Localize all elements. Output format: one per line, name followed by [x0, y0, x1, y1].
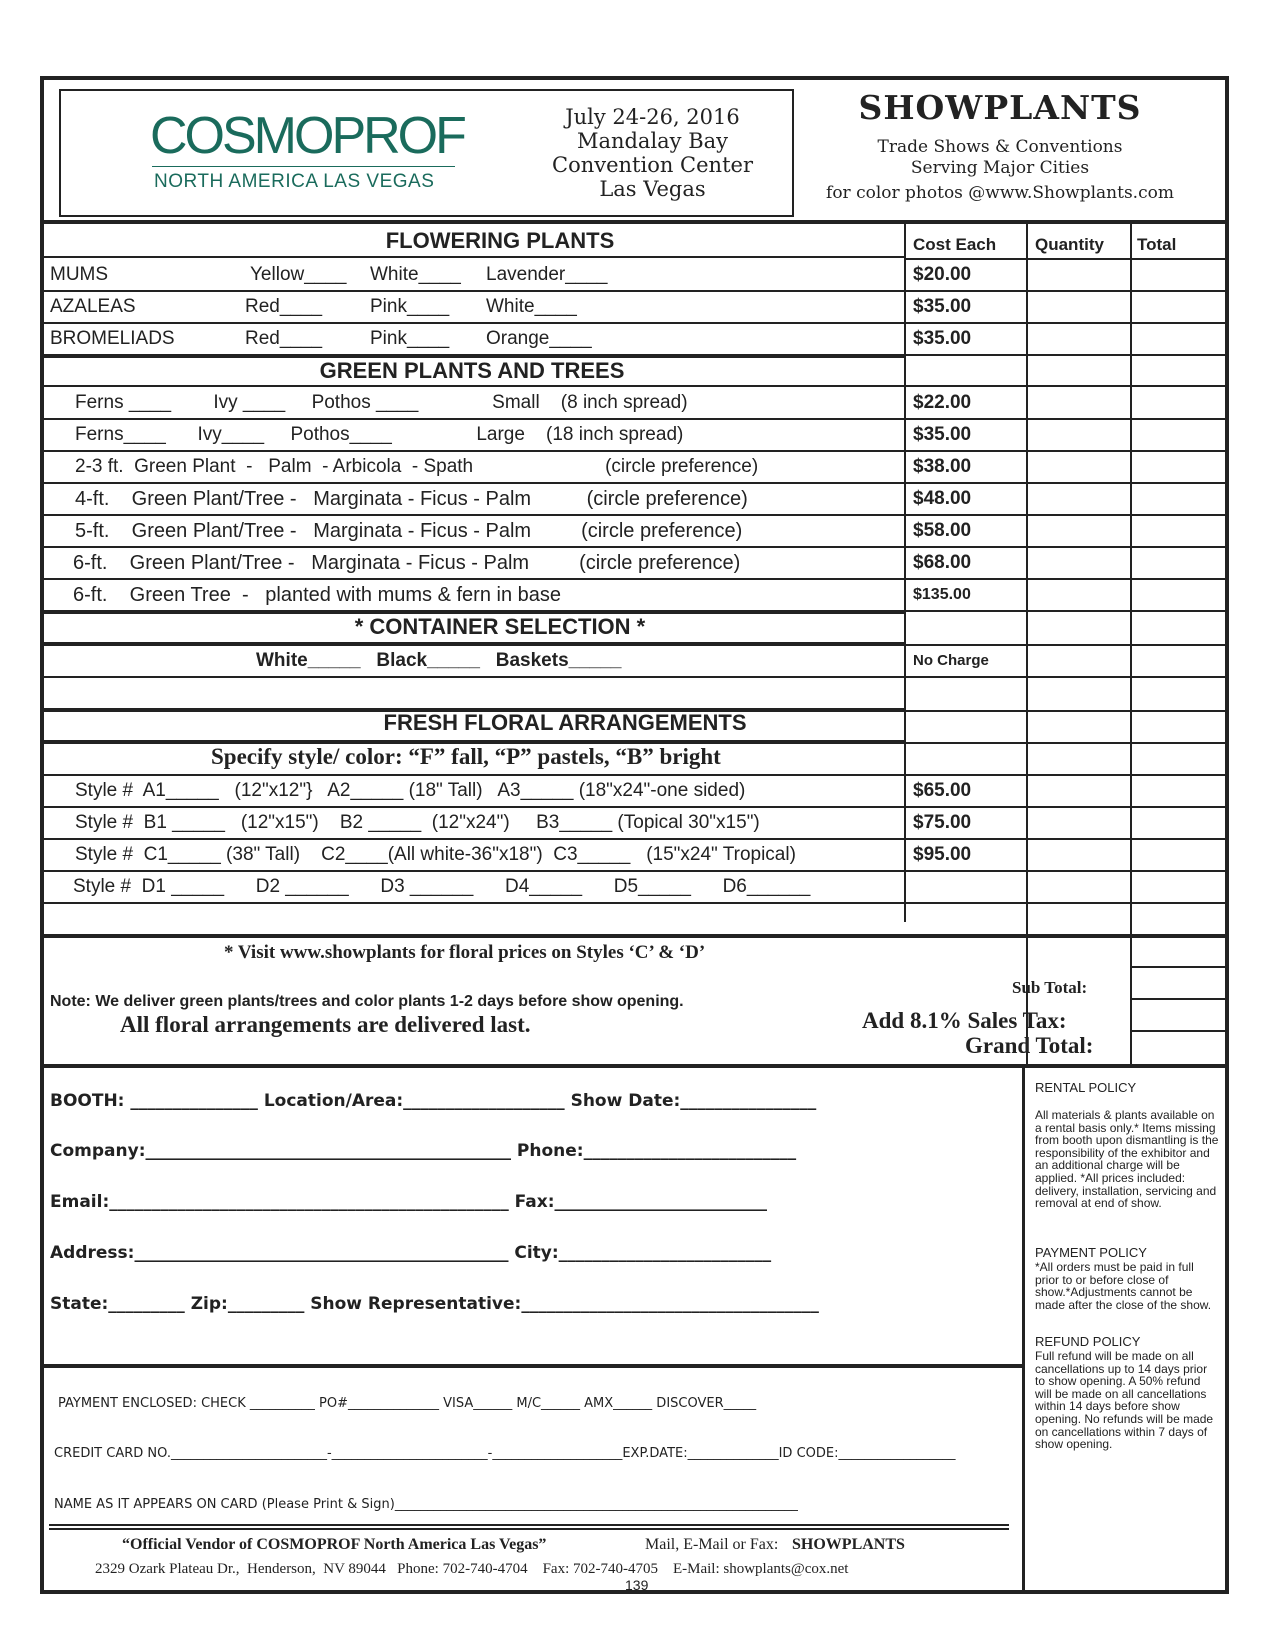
floral-row-b[interactable]: Style # B1 _____ (12"x15") B2 _____ (12"x24") B3_____ (Topical 30"x15") [75, 812, 760, 833]
azaleas-color-white[interactable]: White____ [486, 296, 577, 317]
payment-enclosed-line[interactable]: PAYMENT ENCLOSED: CHECK __________ PO#______________ VISA______ M/C______ AMX______ DISCOVER_____ [58, 1396, 757, 1411]
price-bromeliads: $35.00 [913, 328, 972, 349]
credit-card-line[interactable]: CREDIT CARD NO.________________________-________________________-____________________EXP.DATE:______________ID CODE:__________________ [54, 1446, 956, 1461]
cosmoprof-logo: COSMOPROF [150, 107, 464, 165]
logo-rule [152, 166, 455, 167]
col-header-quantity: Quantity [1035, 235, 1104, 254]
row-line [1130, 998, 1227, 1000]
row-line [40, 902, 1227, 904]
floral-row-d[interactable]: Style # D1 _____ D2 ______ D3 ______ D4_____ D5_____ D6______ [73, 876, 811, 897]
green-row-large[interactable]: Ferns____ Ivy____ Pothos____ Large (18 inch spread) [75, 424, 684, 445]
green-row-5ft[interactable]: 5-ft. Green Plant/Tree - Marginata - Ficus - Palm (circle preference) [75, 520, 743, 542]
event-dates: July 24-26, 2016 [565, 105, 740, 129]
green-row-6ft-tree[interactable]: 6-ft. Green Tree - planted with mums & fern in base [73, 584, 561, 606]
row-line [40, 934, 1229, 938]
totals-divider [40, 1064, 1229, 1068]
col-divider-cost [904, 222, 906, 922]
item-mums: MUMS [50, 264, 109, 285]
state-line[interactable]: State:_________ Zip:_________ Show Representative:___________________________________ [50, 1294, 819, 1314]
flowering-plants-title: FLOWERING PLANTS [385, 228, 615, 253]
footer-divider [49, 1524, 1009, 1526]
bromeliads-color-pink[interactable]: Pink____ [370, 328, 450, 349]
row-line [904, 742, 1227, 744]
azaleas-color-red[interactable]: Red____ [245, 296, 323, 317]
row-line [40, 482, 1227, 484]
row-line [40, 870, 1227, 872]
price-green-4ft: $48.00 [913, 488, 972, 509]
payment-policy-title: PAYMENT POLICY [1035, 1245, 1147, 1260]
visit-note: * Visit www.showplants for floral prices on Styles ‘C’ & ‘D’ [224, 942, 706, 963]
company-line[interactable]: Company:___________________________________________ Phone:_________________________ [50, 1141, 797, 1161]
showplants-title: SHOWPLANTS [858, 88, 1142, 127]
page-number: 139 [625, 1577, 649, 1593]
price-floral-b: $75.00 [913, 812, 972, 833]
subtotal-label: Sub Total: [1012, 978, 1088, 997]
row-line [40, 642, 904, 646]
mums-color-white[interactable]: White____ [370, 264, 461, 285]
mums-color-lavender[interactable]: Lavender____ [486, 264, 608, 285]
card-name-line[interactable]: NAME AS IT APPEARS ON CARD (Please Print & Sign)______________________________________________________________ [54, 1497, 798, 1512]
vendor-tagline: Trade Shows & Conventions [877, 137, 1123, 157]
row-line [904, 354, 1227, 356]
booth-line[interactable]: BOOTH: _______________ Location/Area:___________________ Show Date:________________ [50, 1091, 817, 1111]
row-line [40, 322, 1227, 324]
green-row-6ft[interactable]: 6-ft. Green Plant/Tree - Marginata - Ficus - Palm (circle preference) [73, 552, 741, 574]
row-line [40, 774, 1227, 776]
container-options[interactable]: White_____ Black_____ Baskets_____ [256, 650, 622, 671]
official-vendor: “Official Vendor of COSMOPROF North America Las Vegas” [122, 1536, 547, 1553]
footer-divider-2 [49, 1528, 1009, 1530]
row-line [904, 644, 1227, 646]
floral-delivery-note: All floral arrangements are delivered last. [120, 1012, 531, 1037]
row-line [1130, 1030, 1227, 1032]
price-green-small: $22.00 [913, 392, 972, 413]
section-underline [40, 256, 904, 258]
item-azaleas: AZALEAS [50, 296, 136, 317]
row-line [40, 418, 1227, 420]
bromeliads-color-red[interactable]: Red____ [245, 328, 323, 349]
mums-color-yellow[interactable]: Yellow____ [250, 264, 347, 285]
green-row-4ft[interactable]: 4-ft. Green Plant/Tree - Marginata - Ficus - Palm (circle preference) [75, 488, 748, 510]
mail-label: Mail, E-Mail or Fax: [645, 1536, 779, 1553]
price-green-2-3ft: $38.00 [913, 456, 972, 477]
row-line [40, 578, 1227, 580]
email-line[interactable]: Email:_______________________________________________ Fax:_________________________ [50, 1192, 768, 1212]
row-line [40, 838, 1227, 840]
delivery-note: Note: We deliver green plants/trees and color plants 1-2 days before show opening. [50, 993, 684, 1010]
container-selection-title: * CONTAINER SELECTION * [354, 614, 646, 639]
row-line [40, 385, 1227, 387]
cosmoprof-logo-subtitle: NORTH AMERICA LAS VEGAS [154, 171, 435, 192]
price-green-6ft: $68.00 [913, 552, 972, 573]
price-green-5ft: $58.00 [913, 520, 972, 541]
rental-policy-text: All materials & plants available on a rental basis only.* Items missing from booth upon dismantling is the responsibility of the exhibitor and an additional charge will be applied. *All prices included: delivery, installation, servicing and removal at end of show. [1035, 1108, 1219, 1211]
contact-info: 2329 Ozark Plateau Dr., Henderson, NV 89044 Phone: 702-740-4704 Fax: 702-740-4705 E-Mail: showplants@cox.net [95, 1561, 849, 1577]
row-line [40, 806, 1227, 808]
green-row-2-3ft[interactable]: 2-3 ft. Green Plant - Palm - Arbicola - Spath (circle preference) [75, 456, 759, 477]
header-divider [40, 220, 1229, 224]
event-venue: Mandalay Bay [576, 129, 729, 153]
row-line [904, 610, 1227, 612]
col-header-total: Total [1137, 235, 1177, 254]
azaleas-color-pink[interactable]: Pink____ [370, 296, 450, 317]
floral-row-c[interactable]: Style # C1_____ (38" Tall) C2____(All white-36"x18") C3_____ (15"x24" Tropical) [75, 844, 796, 865]
floral-row-a[interactable]: Style # A1_____ (12"x12"} A2_____ (18" Tall) A3_____ (18"x24"-one sided) [75, 780, 746, 801]
event-city: Las Vegas [599, 177, 706, 201]
price-floral-a: $65.00 [913, 780, 972, 801]
grand-total-label: Grand Total: [965, 1033, 1094, 1058]
row-line [40, 450, 1227, 452]
floral-subtitle: Specify style/ color: “F” fall, “P” pastels, “B” bright [211, 744, 721, 769]
mail-name: SHOWPLANTS [792, 1536, 905, 1553]
price-floral-c: $95.00 [913, 844, 972, 865]
row-line [40, 514, 1227, 516]
price-mums: $20.00 [913, 264, 972, 285]
refund-policy-title: REFUND POLICY [1035, 1334, 1141, 1349]
event-center: Convention Center [552, 153, 753, 177]
green-plants-title: GREEN PLANTS AND TREES [319, 358, 625, 383]
row-line [904, 258, 1227, 260]
price-green-6ft-tree: $135.00 [913, 586, 971, 603]
container-price: No Charge [913, 652, 989, 669]
row-line [40, 290, 1227, 292]
vendor-website: for color photos @www.Showplants.com [826, 183, 1174, 203]
col-header-cost: Cost Each [913, 235, 997, 254]
vendor-cities: Serving Major Cities [910, 158, 1090, 178]
price-green-large: $35.00 [913, 424, 972, 445]
price-azaleas: $35.00 [913, 296, 972, 317]
row-line [40, 676, 1227, 678]
form-divider [40, 1364, 1024, 1368]
policy-divider [1022, 1066, 1025, 1592]
item-bromeliads: BROMELIADS [50, 328, 175, 349]
event-info [545, 105, 760, 201]
row-line [40, 546, 1227, 548]
bromeliads-color-orange[interactable]: Orange____ [486, 328, 592, 349]
floral-title: FRESH FLORAL ARRANGEMENTS [383, 710, 747, 735]
row-line [1130, 966, 1227, 968]
rental-policy-title: RENTAL POLICY [1035, 1080, 1137, 1095]
sales-tax-label: Add 8.1% Sales Tax: [862, 1008, 1067, 1033]
address-line[interactable]: Address:____________________________________________ City:_________________________ [50, 1243, 772, 1263]
payment-policy-text: *All orders must be paid in full prior to or before close of show.*Adjustments cannot be made after the close of the show. [1035, 1260, 1212, 1312]
green-row-small[interactable]: Ferns ____ Ivy ____ Pothos ____ Small (8 inch spread) [75, 392, 688, 413]
refund-policy-text: Full refund will be made on all cancellations up to 14 days prior to show opening. A 50% refund will be made on all cancellations within 14 days before show opening. No refunds will be made on cancellations within 7 days of show opening. [1035, 1349, 1214, 1452]
